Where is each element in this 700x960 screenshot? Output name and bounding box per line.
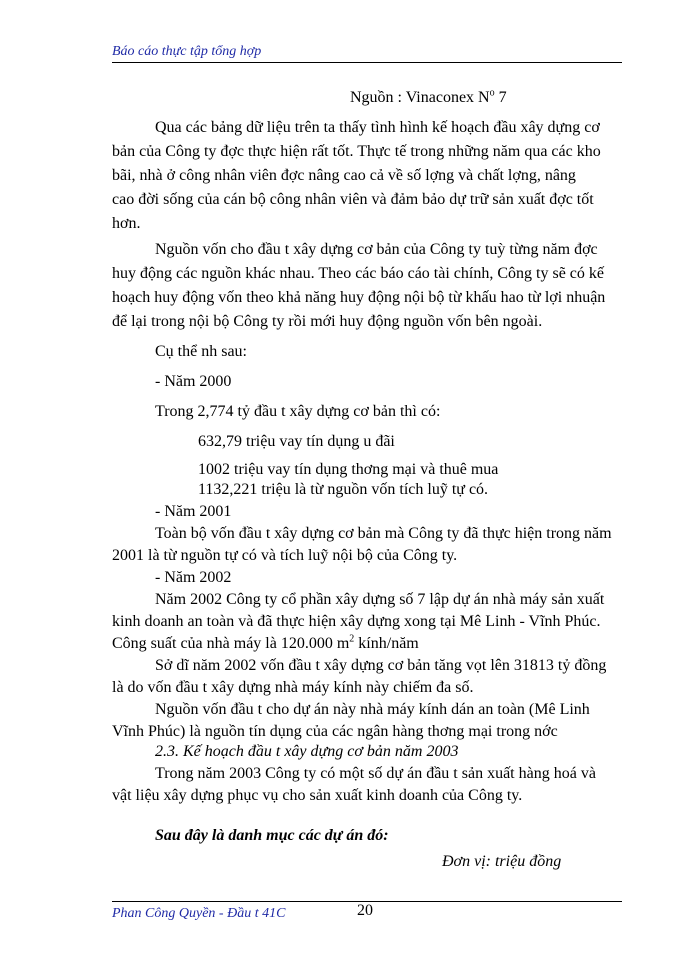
year-2000: - Năm 2000 xyxy=(155,373,232,390)
capacity-sup: 2 xyxy=(349,633,355,645)
p2-line-4: để lại trong nội bộ Công ty rồi mới huy động nguồn vốn bên ngoài. xyxy=(112,313,543,330)
section-heading: 2.3. Kế hoạch đầu t xây dựng cơ bản năm 2003 xyxy=(155,743,459,760)
unit-label: Đơn vị: triệu đồng xyxy=(442,853,562,870)
list-intro: Sau đây là danh mục các dự án đó: xyxy=(155,827,389,844)
p2003-line-1: Trong năm 2003 Công ty có một số dự án đầu t sản xuất hàng hoá và xyxy=(155,765,596,782)
item-2: 1002 triệu vay tín dụng thơng mại và thuê mua xyxy=(198,461,499,478)
p2001-line-2: 2001 là từ nguồn tự có và tích luỹ nội bộ của Công ty. xyxy=(112,547,458,564)
p1-line-3: bãi, nhà ở công nhân viên đợc nâng cao cả về số lợng và chất lợng, nâng xyxy=(112,167,576,184)
item-1: 632,79 triệu vay tín dụng u đãi xyxy=(198,433,395,450)
item-3: 1132,221 triệu là từ nguồn vốn tích luỹ tự có. xyxy=(198,481,489,498)
header-title: Báo cáo thực tập tổng hợp xyxy=(112,44,262,59)
footer-author: Phan Công Quyền - Đầu t 41C xyxy=(112,906,286,921)
capacity-line xyxy=(112,634,419,654)
sodi-line-2: là do vốn đầu t xây dựng nhà máy kính này chiếm đa số. xyxy=(112,679,474,696)
p2003-line-2: vật liệu xây dựng phục vụ cho sản xuất kinh doanh của Công ty. xyxy=(112,787,523,804)
p2001-line-1: Toàn bộ vốn đầu t xây dựng cơ bản mà Công ty đã thực hiện trong năm xyxy=(155,525,612,542)
p2-line-1: Nguồn vốn cho đầu t xây dựng cơ bản của Công ty tuỳ từng năm đợc xyxy=(155,241,598,258)
capacity-text: Công suất của nhà máy là 120.000 m xyxy=(112,635,350,652)
year-2002: - Năm 2002 xyxy=(155,569,232,586)
trong-line: Trong 2,774 tỷ đầu t xây dựng cơ bản thì có: xyxy=(155,403,441,420)
header-rule xyxy=(112,62,622,63)
p2002-line-1: Năm 2002 Công ty cổ phần xây dựng số 7 lập dự án nhà máy sản xuất xyxy=(155,591,605,608)
p1-line-2: bản của Công ty đợc thực hiện rất tốt. Thực tế trong những năm qua các kho xyxy=(112,143,601,160)
capacity-tail: kính/năm xyxy=(354,635,419,652)
cu-the-line: Cụ thể nh sau: xyxy=(155,343,247,360)
p1-line-4: cao đời sống của cán bộ công nhân viên và đảm bảo dự trữ sản xuất đợc tốt xyxy=(112,191,594,208)
p2002-line-2: kinh doanh an toàn và đã thực hiện xây dựng xong tại Mê Linh - Vĩnh Phúc. xyxy=(112,613,601,630)
source-text: Nguồn : Vinaconex N xyxy=(350,89,490,106)
year-2001: - Năm 2001 xyxy=(155,503,232,520)
page-number: 20 xyxy=(357,902,373,919)
p1-line-5: hơn. xyxy=(112,215,141,232)
nguon-line-2: Vĩnh Phúc) là nguồn tín dụng của các ngân hàng thơng mại trong nớc xyxy=(112,723,558,740)
p2-line-2: huy động các nguồn khác nhau. Theo các báo cáo tài chính, Công ty sẽ có kế xyxy=(112,265,604,282)
sodi-line-1: Sở dĩ năm 2002 vốn đầu t xây dựng cơ bản tăng vọt lên 31813 tỷ đồng xyxy=(155,657,607,674)
source-line xyxy=(350,88,507,108)
p2-line-3: hoạch huy động vốn theo khả năng huy động nội bộ từ khấu hao từ lợi nhuận xyxy=(112,289,606,306)
nguon-line-1: Nguồn vốn đầu t cho dự án này nhà máy kính dán an toàn (Mê Linh xyxy=(155,701,590,718)
source-tail: 7 xyxy=(494,89,507,106)
source-sup: o xyxy=(489,87,495,99)
p1-line-1: Qua các bảng dữ liệu trên ta thấy tình hình kế hoạch đầu xây dựng cơ xyxy=(155,119,600,136)
